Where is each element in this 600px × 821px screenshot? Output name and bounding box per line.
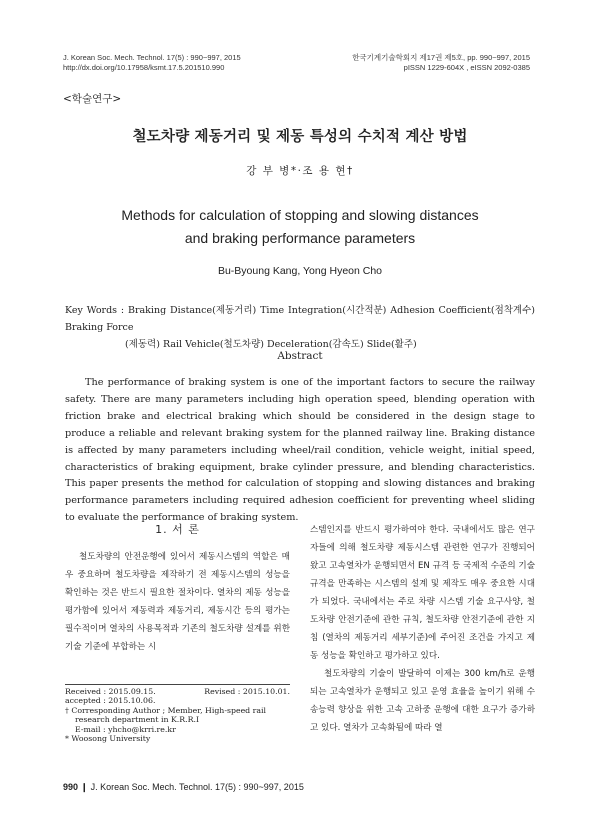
- authors-korean: 강 부 병*·조 용 현†: [246, 165, 354, 177]
- keywords-line1: [65, 302, 535, 336]
- authors-english: Bu-Byoung Kang, Yong Hyeon Cho: [217, 265, 383, 277]
- section-heading-introduction: 1. 서 론: [155, 523, 200, 536]
- journal-citation: J. Korean Soc. Mech. Technol. 17(5) : 990~997, 2015: [63, 53, 241, 62]
- corresponding-author: † Corresponding Author ; Member, High-speed rail: [65, 705, 267, 715]
- corresponding-author-dept: research department in K.R.R.I: [75, 715, 200, 725]
- journal-citation-korean: 한국기계기술학회지 제17권 제5호, pp. 990~997, 2015: [352, 53, 530, 62]
- footnote-dates: [65, 687, 290, 696]
- keywords-text1: Braking Distance(제동거리) Time Integration(시간적분) Adhesion Coefficient(점착계수) Braking Force: [65, 305, 535, 333]
- page-number: 990: [63, 782, 79, 792]
- running-header-right: [350, 53, 530, 73]
- keywords-label: Key Words :: [65, 305, 128, 316]
- keywords: [65, 302, 535, 353]
- intro-right-column: [310, 521, 535, 737]
- accepted-date: accepted : 2015.10.06.: [65, 696, 156, 706]
- doi-link[interactable]: http://dx.doi.org/10.17958/ksmt.17.5.201510.990: [63, 63, 225, 72]
- footnotes: [65, 687, 290, 743]
- title-korean: 철도차량 제동거리 및 제동 특성의 수치적 계산 방법: [132, 129, 468, 145]
- coauthor-affiliation: * Woosong University: [65, 734, 151, 744]
- title-english-line1: Methods for calculation of stopping and slowing distances: [121, 207, 479, 223]
- keywords-line2: (제동력) Rail Vehicle(철도차량) Deceleration(감속도) Slide(활주): [125, 339, 417, 350]
- abstract-body: The performance of braking system is one of the important factors to secure the railway safety. There are many parameters including high operation speed, blending operation with friction brake and electrical braking which should be considered in the design stage to produce a reliable and relevant braking system for the planned railway line. Braking distance is affected by many parameters including wheel/rail condition, vehicle weight, initial speed, characteristics of braking equipment, brake cylinder pressure, and blending characteristics. This paper presents the method for calculation of stopping and slowing distances and braking performance parameters including required adhesion coefficient for preventing wheel sliding to evaluate the performance of braking system.: [65, 377, 535, 524]
- abstract-heading: Abstract: [277, 350, 323, 362]
- title-english-line2: and braking performance parameters: [184, 230, 416, 246]
- page-footer: [63, 782, 304, 793]
- issn: pISSN 1229-604X , eISSN 2092-0385: [403, 63, 530, 72]
- intro-right-paragraph-1: 스템인지를 반드시 평가하여야 한다. 국내에서도 많은 연구자들에 의해 철도차량 제동시스템 관련한 연구가 진행되어 왔고 고속열차가 운행되면서 EN 규격 등 국제적 수준의 기술 규격을 만족하는 시스템의 설계 및 제작도 매우 중요한 시대가 되었다. 국내에서는 주로 차량 시스템 기술 요구사양, 철도차량 안전기준에 관한 규칙, 철도차량 안전기준에 관한 지침 (열차의 제동거리 세부기준)에 주어진 조건을 가지고 제동 성능을 확인하고 평가하고 있다.: [310, 525, 535, 661]
- title-english: [0, 204, 600, 250]
- revised-date: Revised : 2015.10.01.: [204, 687, 290, 696]
- running-header-left: [63, 53, 241, 73]
- corresponding-email[interactable]: E-mail : yhcho@krri.re.kr: [75, 724, 176, 734]
- footer-citation: J. Korean Soc. Mech. Technol. 17(5) : 990~997, 2015: [90, 782, 304, 792]
- received-date: Received : 2015.09.15.: [65, 687, 156, 696]
- intro-left-column: 철도차량의 안전운행에 있어서 제동시스템의 역할은 매우 중요하며 철도차량을 제작하기 전 제동시스템의 성능을 확인하는 것은 반드시 필요한 절차이다. 열차의 제동 성능을 평가함에 있어서 제동력과 제동거리, 제동시간 등의 평가는 필수적이며 열차의 사용목적과 기존의 철도차량 설계를 위한 기술 기준에 부합하는 시: [65, 552, 290, 652]
- section-tag: <학술연구>: [63, 93, 122, 105]
- footer-separator: ❙: [80, 782, 89, 792]
- intro-right-paragraph-2: 철도차량의 기술이 발달하여 이제는 300 km/h로 운행되는 고속열차가 운행되고 있고 운영 효율을 높이기 위해 수송능력 향상을 위한 고속 고하중 운행에 대한 요구가 증가하고 있다. 열차가 고속화됨에 따라 열: [310, 669, 535, 733]
- footnote-divider: [65, 684, 290, 685]
